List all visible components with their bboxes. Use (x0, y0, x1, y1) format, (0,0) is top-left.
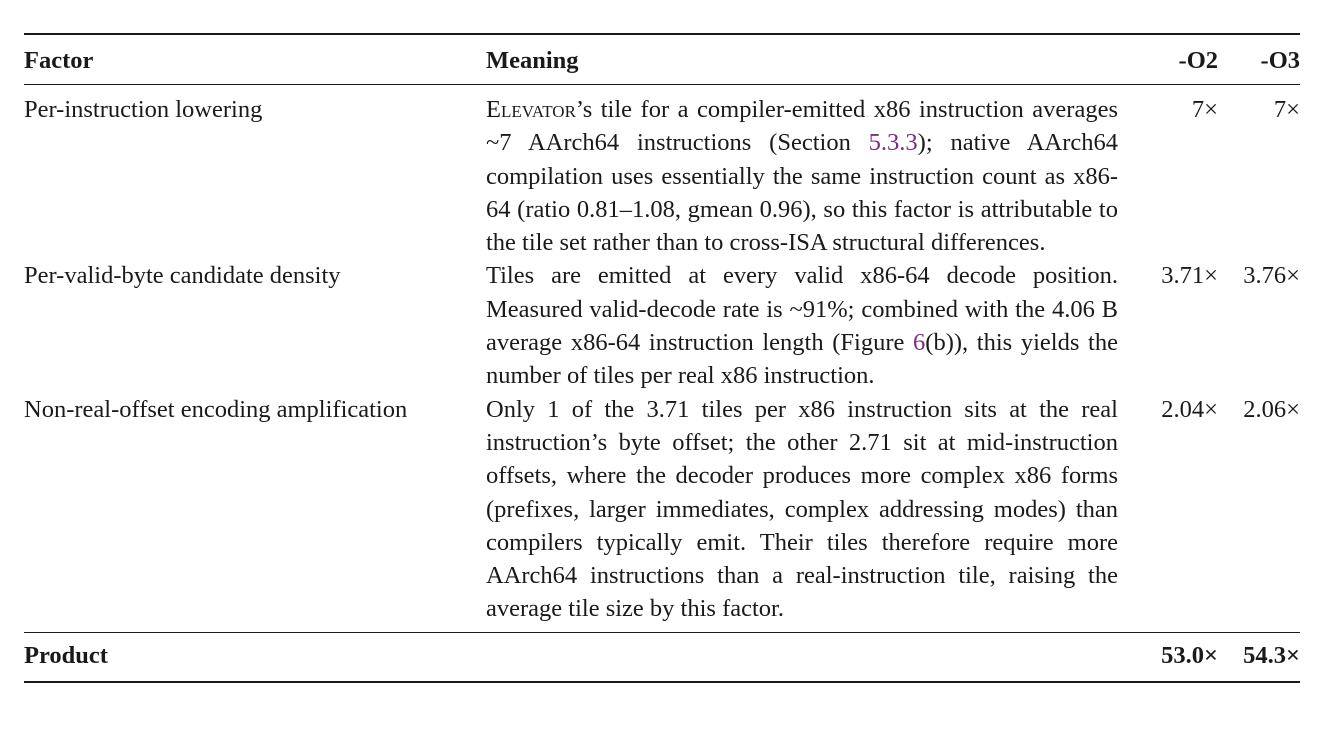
product-o3-value: 54.3× (1243, 641, 1300, 669)
header-row (24, 34, 1300, 85)
row-factor: Per-instruction lowering (24, 96, 263, 123)
row-meaning (486, 85, 1132, 260)
product-row (24, 632, 1300, 682)
table-row (24, 393, 1300, 633)
meaning-text: ’s tile for a compiler-emitted x86 instruction averages ~7 AArch64 instructions (Section (486, 96, 1118, 157)
table-body (24, 85, 1300, 633)
row-o3-value: 3.76× (1243, 262, 1300, 290)
table-row (24, 259, 1300, 392)
product-label: Product (24, 641, 108, 669)
product-meaning-empty (486, 632, 1132, 682)
table-footer (24, 632, 1300, 682)
header-o2: -O2 (1178, 47, 1218, 74)
table-row (24, 85, 1300, 260)
header-factor: Factor (24, 47, 94, 74)
row-meaning (486, 259, 1132, 392)
row-factor: Non-real-offset encoding amplification (24, 395, 408, 423)
section-reference-link[interactable]: 5.3.3 (868, 129, 918, 157)
system-name: Elevator (486, 96, 576, 123)
row-o3-value: 7× (1273, 96, 1300, 123)
header-o3: -O3 (1260, 47, 1300, 74)
row-o2-value: 7× (1191, 96, 1218, 123)
meaning-text: (b)), this yields the number of tiles per real x86 instruction. (486, 329, 1118, 390)
product-o2-value: 53.0× (1161, 641, 1218, 669)
meaning-text: Tiles are emitted at every valid x86-64 decode position. Measured valid-decode rate is ~91%; combined with the 4.06 B average x86-64 instruction length (Figure (486, 262, 1118, 357)
figure-reference-link[interactable]: 6 (913, 329, 926, 357)
table-header (24, 34, 1300, 85)
header-meaning: Meaning (486, 47, 579, 74)
row-o3-value: 2.06× (1243, 395, 1300, 423)
row-meaning: Only 1 of the 3.71 tiles per x86 instruction sits at the real instruction’s byte offset; the other 2.71 sit at mid-instruction offsets, where the decoder produces more complex x86 forms (prefixes, larger immediates, complex addressing modes) than compilers typically emit. Their tiles therefore require more AArch64 instructions than a real-instruction tile, raising the average tile size by this factor. (486, 395, 1118, 623)
factor-table (24, 33, 1300, 683)
factor-table-container (24, 33, 1300, 683)
row-o2-value: 3.71× (1161, 262, 1218, 290)
row-factor: Per-valid-byte candidate density (24, 262, 341, 290)
row-o2-value: 2.04× (1161, 395, 1218, 423)
meaning-text: ); native AArch64 compilation uses essentially the same instruction count as x86-64 (ratio 0.81–1.08, gmean 0.96), so this factor is attributable to the tile set rather than to cross-ISA structural differences. (486, 129, 1118, 257)
